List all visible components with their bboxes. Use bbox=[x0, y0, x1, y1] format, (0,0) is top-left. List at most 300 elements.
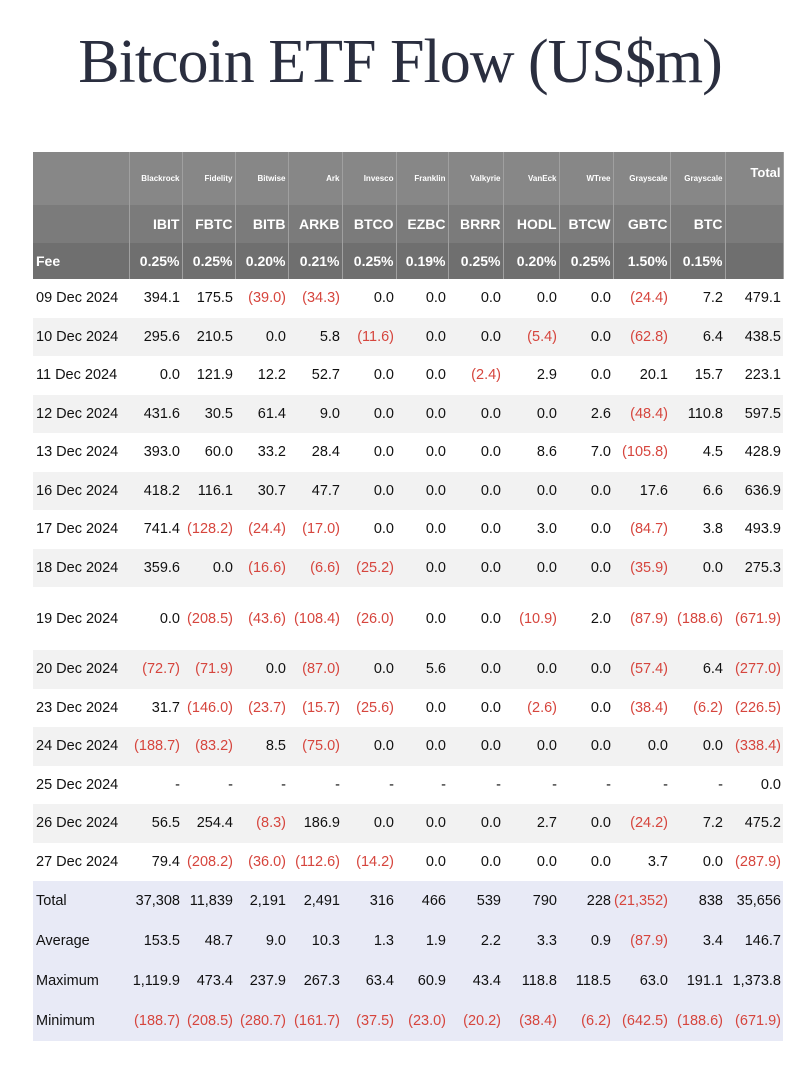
flow-btcw: 2.6 bbox=[559, 395, 613, 434]
summary-arkb: 10.3 bbox=[288, 921, 342, 961]
flow-ibit: 431.6 bbox=[129, 395, 182, 434]
flow-hodl: (2.6) bbox=[527, 699, 557, 716]
flow-brrr: 0.0 bbox=[448, 472, 503, 511]
fee-brrr: 0.25% bbox=[448, 243, 503, 279]
flow-arkb: - bbox=[335, 776, 340, 793]
summary-fbtc: 473.4 bbox=[182, 961, 235, 1001]
flow-fbtc: 0.0 bbox=[182, 549, 235, 588]
summary-gbtc: 63.0 bbox=[613, 961, 670, 1001]
flow-btc: (188.6) bbox=[677, 610, 723, 627]
table-row bbox=[33, 689, 783, 728]
flow-hodl: 3.0 bbox=[536, 521, 557, 538]
summary-hodl: 790 bbox=[503, 881, 559, 921]
row-date: 10 Dec 2024 bbox=[33, 318, 129, 357]
flow-total: 479.1 bbox=[744, 290, 781, 307]
flow-total: 0.0 bbox=[760, 776, 781, 793]
flow-arkb: 5.8 bbox=[288, 318, 342, 357]
fee-hodl: 0.20% bbox=[503, 243, 559, 279]
flow-gbtc: (84.7) bbox=[630, 521, 668, 538]
flow-btcw: 0.0 bbox=[559, 727, 613, 766]
row-date: 09 Dec 2024 bbox=[36, 290, 119, 307]
summary-total: 146.7 bbox=[725, 921, 783, 961]
issuer-header-btc: Grayscale bbox=[670, 152, 725, 205]
summary-total: (671.9) bbox=[725, 1001, 783, 1041]
summary-btcw: 118.5 bbox=[559, 961, 613, 1001]
flow-fbtc: - bbox=[228, 776, 233, 793]
flow-arkb: 52.7 bbox=[311, 367, 340, 384]
row-date: 13 Dec 2024 bbox=[36, 444, 119, 461]
flow-btcw: 2.0 bbox=[590, 610, 611, 627]
summary-brrr: 43.4 bbox=[448, 961, 503, 1001]
flow-fbtc: 254.4 bbox=[182, 804, 235, 843]
flow-ibit: 0.0 bbox=[159, 367, 180, 384]
flow-gbtc: (35.9) bbox=[613, 549, 670, 588]
ticker-header-bitb: BITB bbox=[235, 205, 288, 243]
row-date: 17 Dec 2024 bbox=[36, 521, 119, 538]
flow-btcw: 0.0 bbox=[590, 853, 611, 870]
flow-hodl: (10.9) bbox=[519, 610, 557, 627]
issuer-header-arkb: Ark bbox=[288, 152, 342, 205]
flow-arkb: (108.4) bbox=[294, 610, 340, 627]
flow-brrr: 0.0 bbox=[448, 318, 503, 357]
summary-btcw: (6.2) bbox=[559, 1001, 613, 1041]
flow-total: 275.3 bbox=[725, 549, 783, 588]
flow-total: 475.2 bbox=[725, 804, 783, 843]
summary-gbtc: (21,352) bbox=[613, 881, 670, 921]
row-date: 16 Dec 2024 bbox=[33, 472, 129, 511]
summary-label: Average bbox=[33, 921, 129, 961]
summary-ezbc: 60.9 bbox=[396, 961, 448, 1001]
flow-btco: 0.0 bbox=[373, 290, 394, 307]
summary-bitb: 2,191 bbox=[235, 881, 288, 921]
flow-hodl: 8.6 bbox=[536, 444, 557, 461]
ticker-header-ezbc: EZBC bbox=[396, 205, 448, 243]
flow-gbtc: (62.8) bbox=[613, 318, 670, 357]
summary-row-total bbox=[33, 881, 783, 921]
flow-total: (338.4) bbox=[725, 727, 783, 766]
summary-row-maximum bbox=[33, 961, 783, 1001]
flow-hodl: - bbox=[552, 776, 557, 793]
ticker-header-brrr: BRRR bbox=[448, 205, 503, 243]
flow-btco: 0.0 bbox=[342, 395, 396, 434]
flow-bitb: 0.0 bbox=[235, 650, 288, 689]
issuer-header-hodl: VanEck bbox=[503, 152, 559, 205]
etf-flow-table bbox=[33, 152, 784, 1041]
summary-ezbc: 466 bbox=[396, 881, 448, 921]
flow-ezbc: 0.0 bbox=[396, 395, 448, 434]
flow-total: 428.9 bbox=[744, 444, 781, 461]
flow-total: (226.5) bbox=[735, 699, 781, 716]
flow-bitb: 12.2 bbox=[257, 367, 286, 384]
fee-fbtc: 0.25% bbox=[182, 243, 235, 279]
fee-gbtc: 1.50% bbox=[613, 243, 670, 279]
flow-btcw: 0.0 bbox=[590, 521, 611, 538]
issuer-header-row bbox=[33, 152, 783, 205]
row-date: 27 Dec 2024 bbox=[36, 853, 119, 870]
flow-bitb: 0.0 bbox=[235, 318, 288, 357]
summary-gbtc: (87.9) bbox=[613, 921, 670, 961]
fee-bitb: 0.20% bbox=[235, 243, 288, 279]
table-row bbox=[33, 279, 783, 318]
flow-fbtc: 210.5 bbox=[182, 318, 235, 357]
ticker-header-btco: BTCO bbox=[342, 205, 396, 243]
flow-brrr: 0.0 bbox=[480, 853, 501, 870]
summary-ibit: 37,308 bbox=[129, 881, 182, 921]
flow-bitb: (24.4) bbox=[248, 521, 286, 538]
ticker-header-row bbox=[33, 205, 783, 243]
flow-ezbc: 0.0 bbox=[425, 610, 446, 627]
flow-btco: 0.0 bbox=[373, 444, 394, 461]
flow-ibit: - bbox=[175, 776, 180, 793]
fee-btcw: 0.25% bbox=[559, 243, 613, 279]
fee-btc: 0.15% bbox=[670, 243, 725, 279]
flow-hodl: 0.0 bbox=[503, 727, 559, 766]
summary-btco: (37.5) bbox=[342, 1001, 396, 1041]
flow-fbtc: 60.0 bbox=[204, 444, 233, 461]
flow-arkb: (6.6) bbox=[288, 549, 342, 588]
flow-bitb: - bbox=[281, 776, 286, 793]
flow-bitb: (39.0) bbox=[248, 290, 286, 307]
fee-btco: 0.25% bbox=[342, 243, 396, 279]
flow-arkb: 47.7 bbox=[288, 472, 342, 511]
flow-bitb: 30.7 bbox=[235, 472, 288, 511]
summary-fbtc: 11,839 bbox=[182, 881, 235, 921]
flow-ibit: 0.0 bbox=[159, 610, 180, 627]
flow-btcw: 0.0 bbox=[559, 650, 613, 689]
flow-bitb: 61.4 bbox=[235, 395, 288, 434]
flow-btc: 15.7 bbox=[694, 367, 723, 384]
flow-arkb: (17.0) bbox=[302, 521, 340, 538]
flow-btc: 7.2 bbox=[670, 804, 725, 843]
flow-gbtc: (105.8) bbox=[622, 444, 668, 461]
flow-bitb: (36.0) bbox=[248, 853, 286, 870]
flow-brrr: 0.0 bbox=[448, 395, 503, 434]
summary-btcw: 0.9 bbox=[559, 921, 613, 961]
summary-arkb: 267.3 bbox=[288, 961, 342, 1001]
flow-btcw: 0.0 bbox=[559, 318, 613, 357]
flow-btcw: 0.0 bbox=[559, 549, 613, 588]
summary-total: 35,656 bbox=[725, 881, 783, 921]
flow-ibit: (72.7) bbox=[129, 650, 182, 689]
flow-btcw: 0.0 bbox=[590, 367, 611, 384]
summary-ezbc: (23.0) bbox=[396, 1001, 448, 1041]
flow-btco: (14.2) bbox=[356, 853, 394, 870]
row-date: 23 Dec 2024 bbox=[36, 699, 119, 716]
flow-btcw: 0.0 bbox=[590, 699, 611, 716]
flow-fbtc: 116.1 bbox=[182, 472, 235, 511]
summary-bitb: (280.7) bbox=[235, 1001, 288, 1041]
flow-btco: - bbox=[389, 776, 394, 793]
flow-btc: 7.2 bbox=[702, 290, 723, 307]
flow-btc: 0.0 bbox=[670, 549, 725, 588]
summary-ezbc: 1.9 bbox=[396, 921, 448, 961]
flow-brrr: 0.0 bbox=[448, 727, 503, 766]
row-date: 11 Dec 2024 bbox=[36, 367, 118, 384]
flow-ibit: 31.7 bbox=[151, 699, 180, 716]
fee-ezbc: 0.19% bbox=[396, 243, 448, 279]
summary-arkb: 2,491 bbox=[288, 881, 342, 921]
table-row bbox=[33, 549, 783, 588]
header-blank-cell bbox=[725, 205, 783, 243]
fee-header-row bbox=[33, 243, 783, 279]
summary-btco: 316 bbox=[342, 881, 396, 921]
flow-bitb: 33.2 bbox=[257, 444, 286, 461]
flow-fbtc: (208.2) bbox=[187, 853, 233, 870]
flow-ibit: 741.4 bbox=[143, 521, 180, 538]
flow-hodl: 2.9 bbox=[536, 367, 557, 384]
table-row bbox=[33, 650, 783, 689]
ticker-header-ibit: IBIT bbox=[129, 205, 182, 243]
flow-hodl: 0.0 bbox=[503, 650, 559, 689]
flow-arkb: 186.9 bbox=[288, 804, 342, 843]
flow-ezbc: 0.0 bbox=[425, 367, 446, 384]
flow-ibit: 359.6 bbox=[129, 549, 182, 588]
summary-total: 1,373.8 bbox=[725, 961, 783, 1001]
summary-hodl: 118.8 bbox=[503, 961, 559, 1001]
flow-brrr: 0.0 bbox=[480, 444, 501, 461]
flow-fbtc: (128.2) bbox=[187, 521, 233, 538]
issuer-header-ezbc: Franklin bbox=[396, 152, 448, 205]
flow-ezbc: 0.0 bbox=[425, 699, 446, 716]
ticker-header-btcw: BTCW bbox=[559, 205, 613, 243]
summary-gbtc: (642.5) bbox=[613, 1001, 670, 1041]
flow-hodl: 0.0 bbox=[536, 853, 557, 870]
flow-ibit: 418.2 bbox=[129, 472, 182, 511]
flow-btcw: 0.0 bbox=[559, 804, 613, 843]
flow-hodl: 0.0 bbox=[536, 290, 557, 307]
flow-hodl: (5.4) bbox=[503, 318, 559, 357]
table-row bbox=[33, 587, 783, 650]
flow-ezbc: 0.0 bbox=[396, 804, 448, 843]
flow-fbtc: (208.5) bbox=[187, 610, 233, 627]
flow-gbtc: (48.4) bbox=[613, 395, 670, 434]
ticker-header-hodl: HODL bbox=[503, 205, 559, 243]
flow-btc: 6.6 bbox=[670, 472, 725, 511]
flow-total: 636.9 bbox=[725, 472, 783, 511]
flow-gbtc: (38.4) bbox=[630, 699, 668, 716]
flow-brrr: 0.0 bbox=[480, 610, 501, 627]
fee-arkb: 0.21% bbox=[288, 243, 342, 279]
row-date: 19 Dec 2024 bbox=[36, 610, 119, 627]
summary-hodl: (38.4) bbox=[503, 1001, 559, 1041]
flow-ezbc: 0.0 bbox=[425, 521, 446, 538]
flow-hodl: 0.0 bbox=[503, 549, 559, 588]
summary-bitb: 9.0 bbox=[235, 921, 288, 961]
flow-ezbc: 0.0 bbox=[425, 853, 446, 870]
flow-ezbc: 0.0 bbox=[396, 472, 448, 511]
flow-arkb: (87.0) bbox=[288, 650, 342, 689]
flow-btco: 0.0 bbox=[373, 521, 394, 538]
flow-brrr: 0.0 bbox=[448, 549, 503, 588]
flow-btcw: - bbox=[606, 776, 611, 793]
flow-ibit: 295.6 bbox=[129, 318, 182, 357]
flow-arkb: (34.3) bbox=[302, 290, 340, 307]
ticker-header-btc: BTC bbox=[670, 205, 725, 243]
summary-brrr: 2.2 bbox=[448, 921, 503, 961]
total-header: Total bbox=[725, 152, 783, 205]
row-date: 20 Dec 2024 bbox=[33, 650, 129, 689]
flow-bitb: 8.5 bbox=[235, 727, 288, 766]
flow-btcw: 7.0 bbox=[590, 444, 611, 461]
flow-btco: 0.0 bbox=[373, 367, 394, 384]
daily-flow-rows bbox=[33, 279, 783, 881]
table-row bbox=[33, 395, 783, 434]
flow-total: 493.9 bbox=[744, 521, 781, 538]
flow-btco: 0.0 bbox=[342, 727, 396, 766]
flow-fbtc: (71.9) bbox=[182, 650, 235, 689]
summary-brrr: 539 bbox=[448, 881, 503, 921]
flow-btc: 3.8 bbox=[702, 521, 723, 538]
flow-hodl: 0.0 bbox=[503, 472, 559, 511]
header-blank-cell bbox=[33, 152, 129, 205]
flow-total: 438.5 bbox=[725, 318, 783, 357]
flow-fbtc: 30.5 bbox=[182, 395, 235, 434]
flow-ibit: (188.7) bbox=[129, 727, 182, 766]
row-date: 24 Dec 2024 bbox=[33, 727, 129, 766]
summary-btc: (188.6) bbox=[670, 1001, 725, 1041]
summary-arkb: (161.7) bbox=[288, 1001, 342, 1041]
summary-btc: 191.1 bbox=[670, 961, 725, 1001]
summary-btco: 63.4 bbox=[342, 961, 396, 1001]
issuer-header-fbtc: Fidelity bbox=[182, 152, 235, 205]
issuer-header-ibit: Blackrock bbox=[129, 152, 182, 205]
flow-brrr: (2.4) bbox=[471, 367, 501, 384]
flow-arkb: (75.0) bbox=[288, 727, 342, 766]
row-date: 25 Dec 2024 bbox=[36, 776, 119, 793]
flow-brrr: 0.0 bbox=[448, 804, 503, 843]
summary-ibit: (188.7) bbox=[129, 1001, 182, 1041]
flow-total: 223.1 bbox=[744, 367, 781, 384]
table-row bbox=[33, 472, 783, 511]
summary-bitb: 237.9 bbox=[235, 961, 288, 1001]
flow-gbtc: 0.0 bbox=[613, 727, 670, 766]
flow-btc: 4.5 bbox=[702, 444, 723, 461]
summary-fbtc: 48.7 bbox=[182, 921, 235, 961]
flow-brrr: - bbox=[496, 776, 501, 793]
flow-btc: - bbox=[718, 776, 723, 793]
flow-ezbc: 0.0 bbox=[396, 318, 448, 357]
flow-gbtc: - bbox=[663, 776, 668, 793]
flow-bitb: (43.6) bbox=[248, 610, 286, 627]
flow-fbtc: (146.0) bbox=[187, 699, 233, 716]
flow-ezbc: - bbox=[441, 776, 446, 793]
flow-gbtc: (57.4) bbox=[613, 650, 670, 689]
summary-row-average bbox=[33, 921, 783, 961]
summary-label: Minimum bbox=[33, 1001, 129, 1041]
summary-rows bbox=[33, 881, 783, 1041]
row-date: 18 Dec 2024 bbox=[33, 549, 129, 588]
flow-btco: (26.0) bbox=[356, 610, 394, 627]
summary-fbtc: (208.5) bbox=[182, 1001, 235, 1041]
issuer-header-btco: Invesco bbox=[342, 152, 396, 205]
flow-brrr: 0.0 bbox=[480, 521, 501, 538]
summary-label: Maximum bbox=[33, 961, 129, 1001]
flow-btco: (11.6) bbox=[342, 318, 396, 357]
flow-ibit: 393.0 bbox=[143, 444, 180, 461]
table-row bbox=[33, 727, 783, 766]
table-row bbox=[33, 318, 783, 357]
flow-btc: 6.4 bbox=[670, 318, 725, 357]
flow-fbtc: 121.9 bbox=[196, 367, 233, 384]
flow-gbtc: 3.7 bbox=[647, 853, 668, 870]
flow-ibit: 394.1 bbox=[143, 290, 180, 307]
flow-btc: 110.8 bbox=[670, 395, 725, 434]
ticker-header-gbtc: GBTC bbox=[613, 205, 670, 243]
flow-hodl: 0.0 bbox=[503, 395, 559, 434]
table-row bbox=[33, 433, 783, 472]
flow-ezbc: 5.6 bbox=[396, 650, 448, 689]
row-date: 12 Dec 2024 bbox=[33, 395, 129, 434]
flow-btco: 0.0 bbox=[342, 804, 396, 843]
flow-fbtc: 175.5 bbox=[196, 290, 233, 307]
table-row bbox=[33, 356, 783, 395]
flow-ezbc: 0.0 bbox=[396, 549, 448, 588]
flow-total: (671.9) bbox=[735, 610, 781, 627]
flow-hodl: 2.7 bbox=[503, 804, 559, 843]
flow-ibit: 79.4 bbox=[151, 853, 180, 870]
flow-gbtc: (24.4) bbox=[630, 290, 668, 307]
flow-bitb: (8.3) bbox=[235, 804, 288, 843]
summary-btc: 3.4 bbox=[670, 921, 725, 961]
flow-brrr: 0.0 bbox=[480, 699, 501, 716]
table-row bbox=[33, 766, 783, 805]
flow-btco: (25.2) bbox=[342, 549, 396, 588]
issuer-header-gbtc: Grayscale bbox=[613, 152, 670, 205]
flow-brrr: 0.0 bbox=[480, 290, 501, 307]
flow-ibit: 56.5 bbox=[129, 804, 182, 843]
flow-btco: 0.0 bbox=[342, 650, 396, 689]
summary-btc: 838 bbox=[670, 881, 725, 921]
summary-label: Total bbox=[33, 881, 129, 921]
ticker-header-arkb: ARKB bbox=[288, 205, 342, 243]
flow-total: (277.0) bbox=[725, 650, 783, 689]
summary-row-minimum bbox=[33, 1001, 783, 1041]
flow-gbtc: 20.1 bbox=[639, 367, 668, 384]
summary-btcw: 228 bbox=[559, 881, 613, 921]
flow-arkb: (112.6) bbox=[295, 853, 340, 870]
flow-gbtc: (24.2) bbox=[613, 804, 670, 843]
issuer-header-bitb: Bitwise bbox=[235, 152, 288, 205]
flow-total: (287.9) bbox=[735, 853, 781, 870]
ticker-header-fbtc: FBTC bbox=[182, 205, 235, 243]
flow-total: 597.5 bbox=[725, 395, 783, 434]
summary-ibit: 153.5 bbox=[129, 921, 182, 961]
flow-ezbc: 0.0 bbox=[425, 444, 446, 461]
table-row bbox=[33, 510, 783, 549]
row-date: 26 Dec 2024 bbox=[33, 804, 129, 843]
flow-arkb: 9.0 bbox=[288, 395, 342, 434]
flow-fbtc: (83.2) bbox=[182, 727, 235, 766]
flow-ezbc: 0.0 bbox=[425, 290, 446, 307]
flow-btco: 0.0 bbox=[342, 472, 396, 511]
table-row bbox=[33, 843, 783, 882]
flow-arkb: 28.4 bbox=[311, 444, 340, 461]
fee-label: Fee bbox=[33, 243, 129, 279]
flow-btco: (25.6) bbox=[356, 699, 394, 716]
flow-gbtc: (87.9) bbox=[630, 610, 668, 627]
issuer-header-brrr: Valkyrie bbox=[448, 152, 503, 205]
flow-btcw: 0.0 bbox=[590, 290, 611, 307]
flow-arkb: (15.7) bbox=[302, 699, 340, 716]
flow-btc: 6.4 bbox=[670, 650, 725, 689]
flow-ezbc: 0.0 bbox=[396, 727, 448, 766]
flow-bitb: (23.7) bbox=[248, 699, 286, 716]
fee-ibit: 0.25% bbox=[129, 243, 182, 279]
summary-btco: 1.3 bbox=[342, 921, 396, 961]
issuer-header-btcw: WTree bbox=[559, 152, 613, 205]
flow-btc: 0.0 bbox=[670, 727, 725, 766]
table-row bbox=[33, 804, 783, 843]
